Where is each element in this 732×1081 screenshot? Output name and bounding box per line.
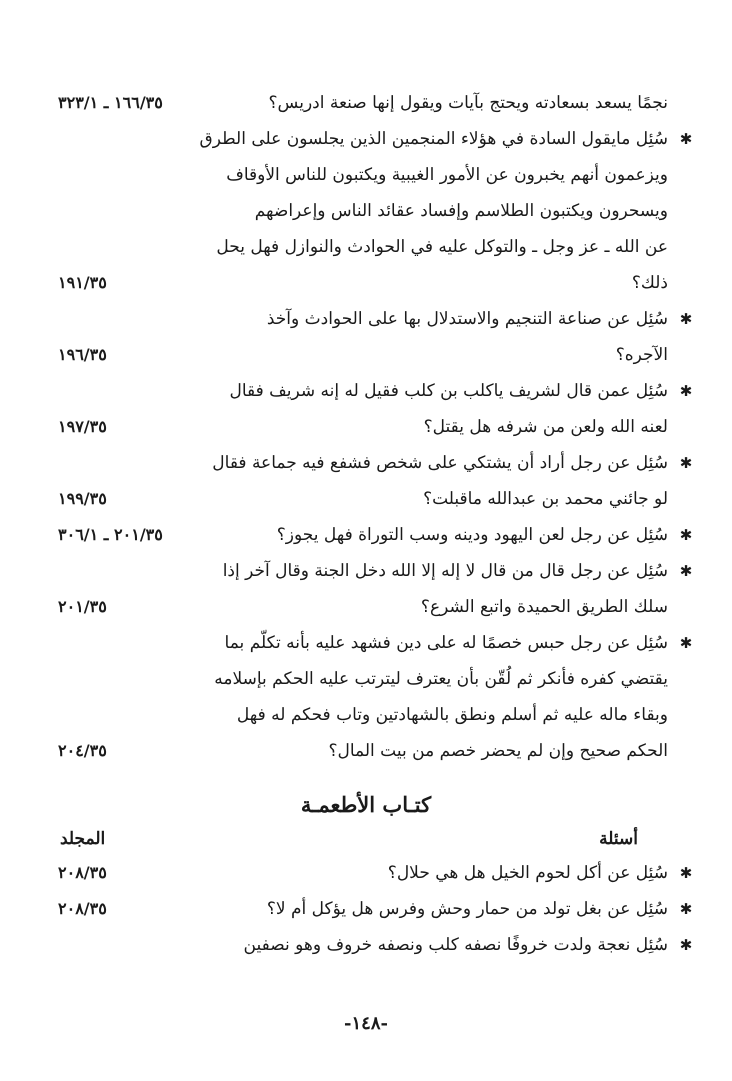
entry-line (58, 626, 693, 660)
column-header-questions: أسئلة (599, 829, 638, 849)
entry-line (58, 892, 693, 926)
volume-page-reference: ١٩٧/٣٥ (58, 417, 107, 436)
entry-text: سُئِل عن رجل أراد أن يشتكي على شخص فشفع فيه جماعة فقال (212, 453, 668, 473)
entry-text: نجمًا يسعد بسعادته ويحتج بآيات ويقول إنها صنعة ادريس؟ (268, 93, 668, 113)
entry-text: سُئِل مايقول السادة في هؤلاء المنجمين الذين يجلسون على الطرق (199, 129, 668, 149)
entry-line (58, 266, 668, 300)
entry-text: ويزعمون أنهم يخبرون عن الأمور الغيبية ويكتبون للناس الأوقاف (226, 165, 668, 185)
column-header-volume: المجلد (60, 829, 106, 849)
entry-text: سُئِل عن رجل لعن اليهود ودينه وسب التوراة فهل يجوز؟ (276, 525, 668, 545)
entry-text: سُئِل عن رجل قال من قال لا إله إلا الله دخل الجنة وقال آخر إذا (222, 561, 668, 581)
entry-text: الآجره؟ (615, 345, 668, 365)
bullet-asterisk-icon: ✱ (679, 900, 693, 918)
volume-page-reference: ٢٠٤/٣٥ (58, 741, 107, 760)
page-number: -١٤٨- (344, 1013, 388, 1034)
entry-line (58, 194, 668, 228)
entry-line (58, 122, 693, 156)
volume-page-reference: ١٦٦/٣٥ ـ ٣٢٣/١ (58, 93, 163, 112)
entry-line (58, 518, 693, 552)
entry-line (58, 856, 693, 890)
bullet-asterisk-icon: ✱ (679, 382, 693, 400)
entry-text: وبقاء ماله عليه ثم أسلم ونطق بالشهادتين وتاب فحكم له فهل (236, 705, 668, 725)
bullet-asterisk-icon: ✱ (679, 454, 693, 472)
entry-line (58, 590, 668, 624)
entry-text: سُئِل عن رجل حبس خصمًا له على دين فشهد عليه بأنه تكلّم بما (224, 633, 668, 653)
entry-text: لو جائني محمد بن عبدالله ماقبلت؟ (423, 489, 668, 509)
entry-line (58, 446, 693, 480)
entry-text: سُئِل عن صناعة التنجيم والاستدلال بها على الحوادث وآخذ (266, 309, 668, 329)
entry-line (58, 86, 668, 120)
bullet-asterisk-icon: ✱ (679, 130, 693, 148)
entry-line (58, 928, 693, 962)
entry-text: ويسحرون ويكتبون الطلاسم وإفساد عقائد الناس وإعراضهم (254, 201, 668, 221)
volume-page-reference: ١٩٦/٣٥ (58, 345, 107, 364)
volume-page-reference: ٢٠١/٣٥ ـ ٣٠٦/١ (58, 525, 163, 544)
entry-line (58, 734, 668, 768)
entry-line (58, 158, 668, 192)
volume-page-reference: ١٩١/٣٥ (58, 273, 107, 292)
entry-text: عن الله ـ عز وجل ـ والتوكل عليه في الحوادث والنوازل فهل يحل (216, 237, 668, 257)
bullet-asterisk-icon: ✱ (679, 562, 693, 580)
entry-text: سلك الطريق الحميدة واتبع الشرع؟ (420, 597, 668, 617)
bullet-asterisk-icon: ✱ (679, 936, 693, 954)
entry-line (58, 338, 668, 372)
volume-page-reference: ٢٠١/٣٥ (58, 597, 107, 616)
section-title: كتـاب الأطعمـة (300, 792, 432, 817)
entry-text: يقتضي كفره فأنكر ثم لُقّن بأن يعترف ليترتب عليه الحكم بإسلامه (214, 669, 668, 689)
volume-page-reference: ٢٠٨/٣٥ (58, 899, 107, 918)
volume-page-reference: ١٩٩/٣٥ (58, 489, 107, 508)
entry-line (58, 374, 693, 408)
bullet-asterisk-icon: ✱ (679, 634, 693, 652)
entry-line (58, 482, 668, 516)
bullet-asterisk-icon: ✱ (679, 526, 693, 544)
entry-text: سُئِل عن بغل تولد من حمار وحش وفرس هل يؤكل أم لا؟ (266, 899, 668, 919)
entry-text: الحكم صحيح وإن لم يحضر خصم من بيت المال؟ (328, 741, 668, 761)
bullet-asterisk-icon: ✱ (679, 310, 693, 328)
volume-page-reference: ٢٠٨/٣٥ (58, 863, 107, 882)
bullet-asterisk-icon: ✱ (679, 864, 693, 882)
entry-line (58, 554, 693, 588)
entry-text: سُئِل نعجة ولدت خروفًا نصفه كلب ونصفه خروف وهو نصفين (243, 935, 668, 955)
entry-line (58, 230, 668, 264)
entry-line (58, 698, 668, 732)
entry-line (58, 410, 668, 444)
entry-text: سُئِل عن أكل لحوم الخيل هل هي حلال؟ (387, 863, 668, 883)
entry-text: ذلك؟ (631, 273, 668, 293)
entry-line (58, 662, 668, 696)
entry-line (58, 302, 693, 336)
entry-text: سُئِل عمن قال لشريف ياكلب بن كلب فقيل له إنه شريف فقال (229, 381, 668, 401)
entry-text: لعنه الله ولعن من شرفه هل يقتل؟ (423, 417, 668, 437)
